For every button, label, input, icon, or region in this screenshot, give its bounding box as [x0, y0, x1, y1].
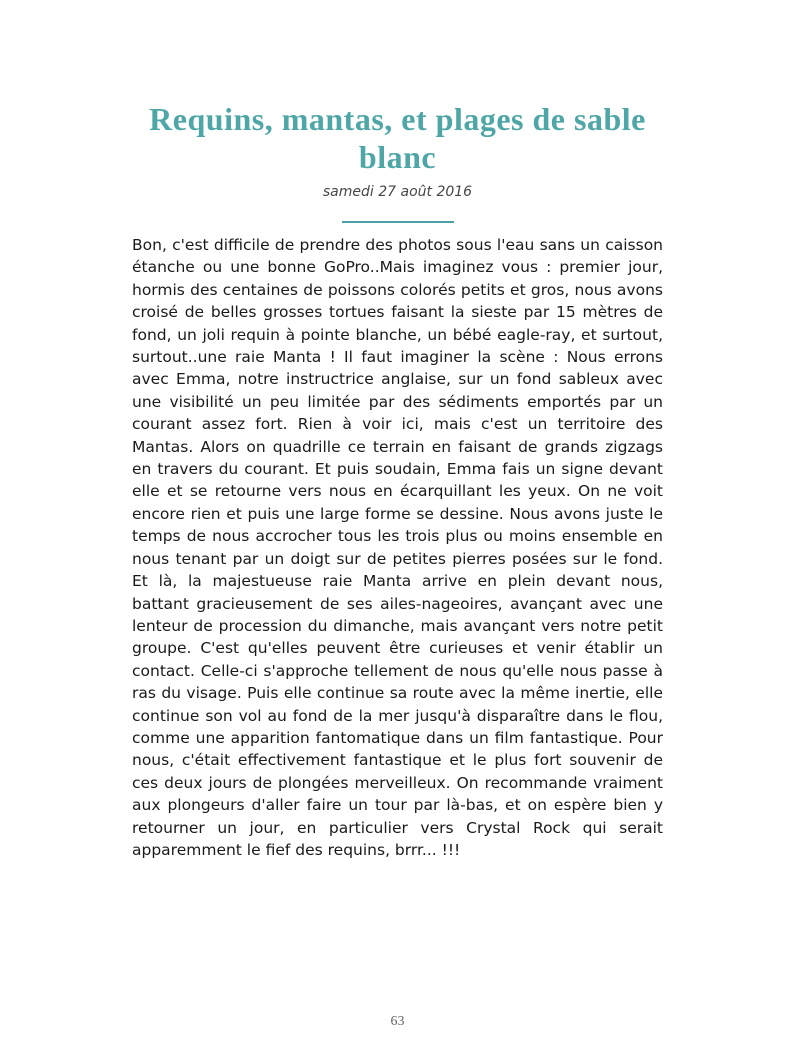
post-date: samedi 27 août 2016 [322, 184, 473, 200]
page-footer [0, 1012, 795, 1030]
body-paragraph: Bon, c'est difficile de prendre des photos sous l'eau sans un caisson étanche ou une bonne GoPro..Mais imaginez vous : premier jour, hormis des centaines de poissons colorés petits et gros, nous avons croisé de belles grosses tortues faisant la sieste par 15 mètres de fond, un joli requin à pointe blanche, un bébé eagle-ray, et surtout, surtout..une raie Manta ! Il faut imaginer la scène : Nous errons avec Emma, notre instructrice anglaise, sur un fond sableux avec une visibilité un peu limitée par des sédiments emportés par un courant assez fort. Rien à voir ici, mais c'est un territoire des Mantas. Alors on quadrille ce terrain en faisant de grands zigzags en travers du courant. Et puis soudain, Emma fais un signe devant elle et se retourne vers nous en écarquillant les yeux. On ne voit encore rien et puis une large forme se dessine. Nous avons juste le temps de nous accrocher tous les trois plus ou moins ensemble en nous tenant par un doigt sur de petites pierres posées sur le fond. Et là, la majestueuse raie Manta arrive en plein devant nous, battant gracieusement de ses ailes-nageoires, avançant avec une lenteur de procession du dimanche, mais avançant vers notre petit groupe. C'est qu'elles peuvent être curieuses et venir établir un contact. Celle-ci s'approche tellement de nous qu'elle nous passe à ras du visage. Puis elle continue sa route avec la même inertie, elle continue son vol au fond de la mer jusqu'à disparaître dans le flou, comme une apparition fantomatique dans un film fantastique. Pour nous, c'était effectivement fantastique et le plus fort souvenir de ces deux jours de plongées merveilleux. On recommande vraiment aux plongeurs d'aller faire un tour par là-bas, et on espère bien y retourner un jour, en particulier vers Crystal Rock qui serait apparemment le fief des requins, brrr... !!! [132, 236, 663, 859]
page-title: Requins, mantas, et plages de sable blanc [149, 101, 646, 175]
title-divider [342, 221, 454, 223]
post-title-block [0, 100, 795, 176]
page-number: 63 [390, 1014, 405, 1029]
